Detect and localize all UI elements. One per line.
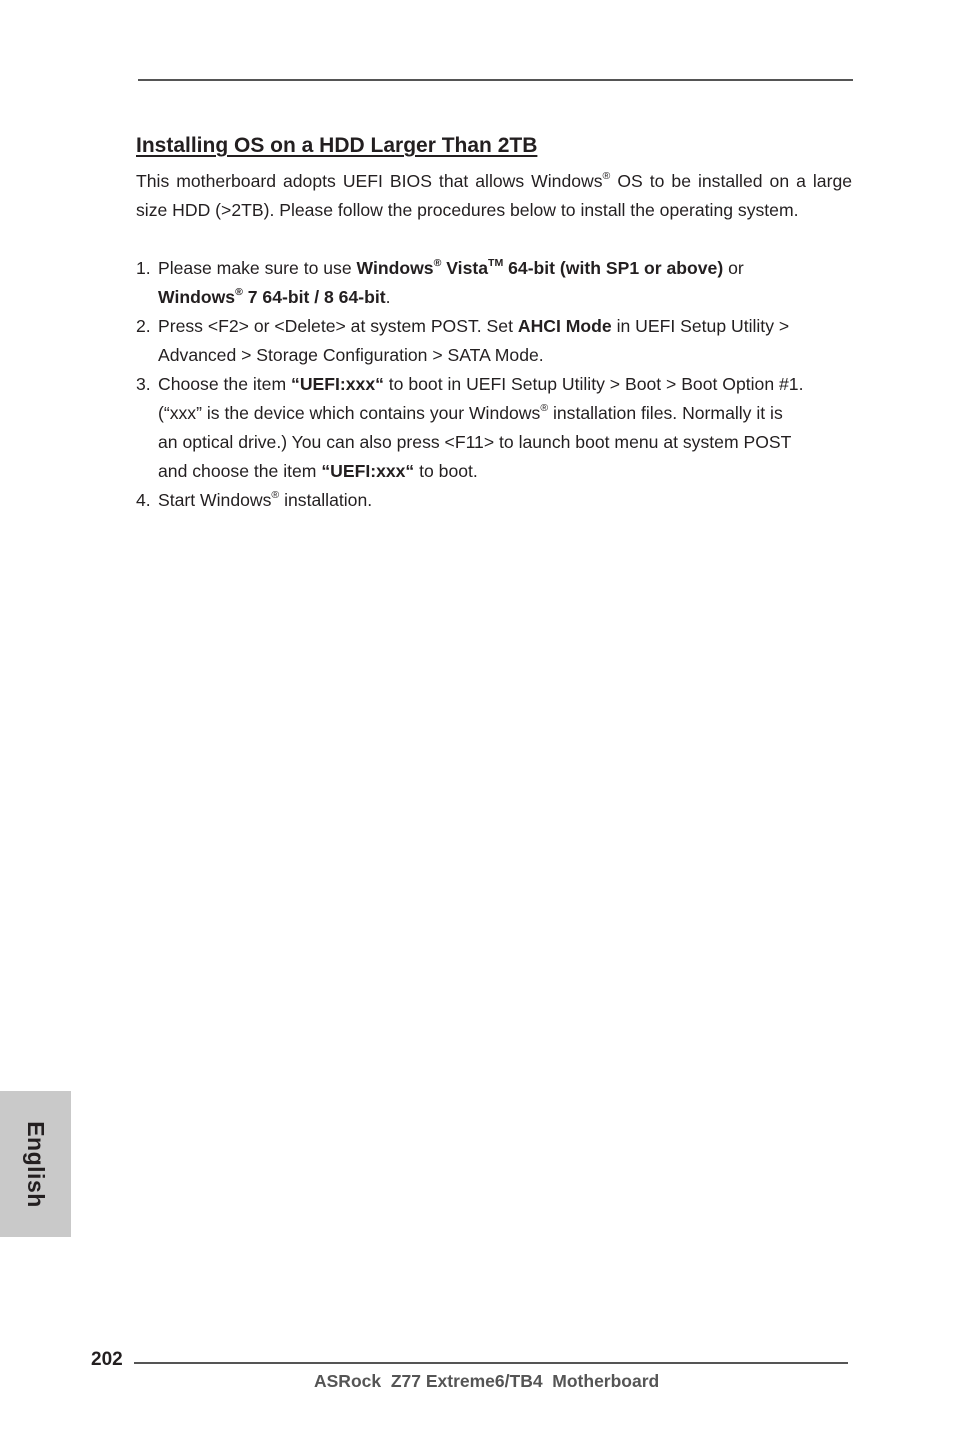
- language-side-tab: [0, 1091, 71, 1237]
- footer-product-title: ASRock Z77 Extreme6/TB4 Motherboard: [314, 1371, 660, 1391]
- step-line: (“xxx” is the device which contains your Windows® installation files. Normally it is: [158, 402, 783, 423]
- section-body: [136, 167, 852, 515]
- top-divider: [138, 79, 853, 81]
- step-line: an optical drive.) You can also press <F11> to launch boot menu at system POST: [158, 432, 792, 452]
- step-line: Choose the item “UEFI:xxx“ to boot in UEFI Setup Utility > Boot > Boot Option #1.: [158, 374, 804, 394]
- step-line: Start Windows® installation.: [158, 489, 373, 510]
- step-line: Windows® 7 64-bit / 8 64-bit.: [158, 286, 391, 307]
- footer-divider: [134, 1362, 848, 1364]
- page-number: 202: [91, 1349, 123, 1370]
- step-3: [136, 370, 852, 486]
- step-4: [136, 486, 852, 515]
- step-line: Press <F2> or <Delete> at system POST. Set AHCI Mode in UEFI Setup Utility >: [158, 316, 790, 336]
- language-label: English: [23, 1120, 49, 1208]
- step-number: 4.: [136, 490, 151, 510]
- installation-steps: [136, 254, 852, 515]
- intro-paragraph: This motherboard adopts UEFI BIOS that allows Windows® OS to be installed on a large size HDD (>2TB). Please follow the procedures below to install the operating system.: [136, 170, 853, 220]
- section-heading: Installing OS on a HDD Larger Than 2TB: [136, 134, 538, 157]
- step-2: [136, 312, 852, 370]
- step-line: and choose the item “UEFI:xxx“ to boot.: [158, 461, 478, 481]
- step-line: Advanced > Storage Configuration > SATA Mode.: [158, 345, 544, 365]
- step-number: 1.: [136, 258, 151, 278]
- step-1: [136, 254, 852, 312]
- step-number: 2.: [136, 316, 151, 336]
- step-number: 3.: [136, 374, 151, 394]
- step-line: Please make sure to use Windows® Vista™ 64-bit (with SP1 or above) or: [158, 257, 744, 278]
